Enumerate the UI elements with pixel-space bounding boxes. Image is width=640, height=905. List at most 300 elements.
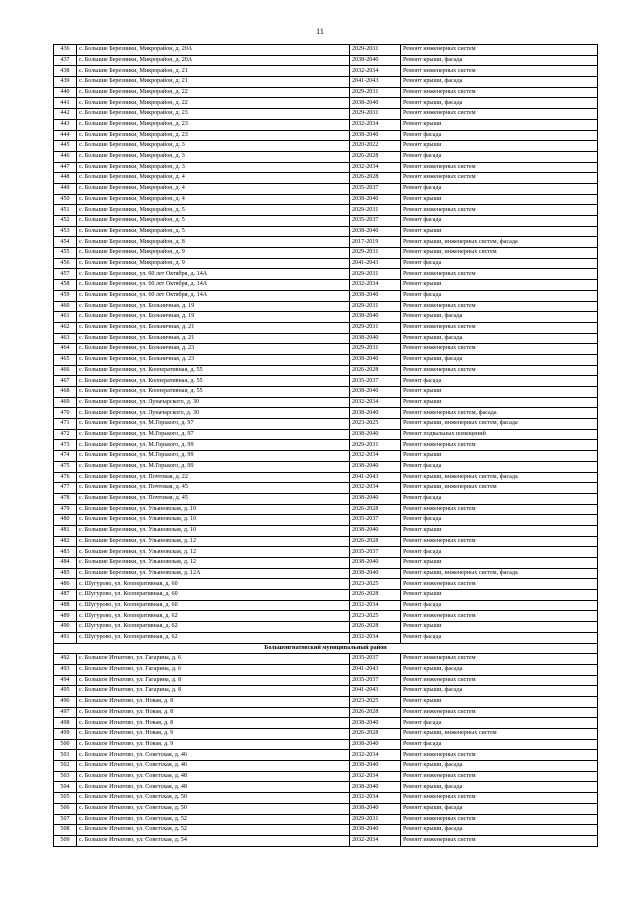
- table-row: [54, 280, 598, 291]
- address-cell: с. Большие Березники, ул. Ульяновская, д. 12: [77, 558, 350, 569]
- work-type-cell: Ремонт крыши, фасада: [401, 686, 598, 697]
- address-cell: с. Большие Березники, ул. Почтовая, д. 45: [77, 493, 350, 504]
- work-type-cell: Ремонт фасада: [401, 718, 598, 729]
- work-type-cell: Ремонт крыши, фасада: [401, 333, 598, 344]
- table-row: [54, 622, 598, 633]
- repair-schedule-table: [53, 44, 598, 847]
- row-number-cell: 470: [54, 408, 77, 419]
- table-row: [54, 835, 598, 846]
- row-number-cell: 454: [54, 237, 77, 248]
- period-cell: 2026-2028: [350, 729, 401, 740]
- row-number-cell: 490: [54, 622, 77, 633]
- table-row: [54, 461, 598, 472]
- work-type-cell: Ремонт крыши: [401, 696, 598, 707]
- row-number-cell: 463: [54, 333, 77, 344]
- work-type-cell: Ремонт фасада: [401, 130, 598, 141]
- table-row: [54, 600, 598, 611]
- address-cell: с. Большие Березники, ул. 60 лет Октября, д. 14А: [77, 269, 350, 280]
- row-number-cell: 489: [54, 611, 77, 622]
- period-cell: 2038-2040: [350, 55, 401, 66]
- row-number-cell: 482: [54, 536, 77, 547]
- period-cell: 2029-2031: [350, 440, 401, 451]
- work-type-cell: Ремонт крыши, фасада: [401, 782, 598, 793]
- work-type-cell: Ремонт фасада: [401, 515, 598, 526]
- row-number-cell: 466: [54, 365, 77, 376]
- table-row: [54, 729, 598, 740]
- row-number-cell: 509: [54, 835, 77, 846]
- address-cell: с. Шугурово, ул. Кооперативная, д. 60: [77, 579, 350, 590]
- row-number-cell: 498: [54, 718, 77, 729]
- table-row: [54, 493, 598, 504]
- table-row: [54, 87, 598, 98]
- row-number-cell: 448: [54, 173, 77, 184]
- period-cell: 2029-2031: [350, 45, 401, 56]
- address-cell: с. Большое Игнатово, ул. Советская, д. 46: [77, 761, 350, 772]
- address-cell: с. Большие Березники, Микрорайон, д. 8: [77, 237, 350, 248]
- work-type-cell: Ремонт крыши, фасада: [401, 98, 598, 109]
- period-cell: 2023-2025: [350, 611, 401, 622]
- work-type-cell: Ремонт фасада: [401, 632, 598, 643]
- address-cell: с. Большое Игнатово, ул. Новая, д. 9: [77, 729, 350, 740]
- row-number-cell: 465: [54, 354, 77, 365]
- period-cell: 2038-2040: [350, 312, 401, 323]
- period-cell: 2029-2031: [350, 301, 401, 312]
- row-number-cell: 468: [54, 387, 77, 398]
- address-cell: с. Большие Березники, Микрорайон, д. 4: [77, 183, 350, 194]
- work-type-cell: Ремонт инженерных систем: [401, 66, 598, 77]
- period-cell: 2035-2037: [350, 216, 401, 227]
- work-type-cell: Ремонт крыши, инженерных систем, фасада: [401, 568, 598, 579]
- work-type-cell: Ремонт фасада: [401, 183, 598, 194]
- period-cell: 2029-2031: [350, 248, 401, 259]
- table-row: [54, 344, 598, 355]
- period-cell: 2035-2037: [350, 515, 401, 526]
- period-cell: 2041-2043: [350, 686, 401, 697]
- work-type-cell: Ремонт крыши, фасада: [401, 354, 598, 365]
- table-row: [54, 525, 598, 536]
- address-cell: с. Большие Березники, ул. Кооперативная, д. 55: [77, 387, 350, 398]
- row-number-cell: 508: [54, 825, 77, 836]
- table-row: [54, 675, 598, 686]
- work-type-cell: Ремонт инженерных систем: [401, 269, 598, 280]
- table-row: [54, 707, 598, 718]
- row-number-cell: 478: [54, 493, 77, 504]
- period-cell: 2038-2040: [350, 761, 401, 772]
- address-cell: с. Большие Березники, ул. Луначарского, д. 30: [77, 408, 350, 419]
- table-row: [54, 98, 598, 109]
- address-cell: с. Большие Березники, Микрорайон, д. 22: [77, 98, 350, 109]
- work-type-cell: Ремонт инженерных систем, фасада: [401, 408, 598, 419]
- work-type-cell: Ремонт инженерных систем: [401, 322, 598, 333]
- address-cell: с. Большие Березники, ул. Больничная, д. 19: [77, 312, 350, 323]
- address-cell: с. Большое Игнатово, ул. Советская, д. 52: [77, 825, 350, 836]
- row-number-cell: 452: [54, 216, 77, 227]
- address-cell: с. Большие Березники, Микрорайон, д. 5: [77, 205, 350, 216]
- row-number-cell: 447: [54, 162, 77, 173]
- table-row: [54, 237, 598, 248]
- row-number-cell: 497: [54, 707, 77, 718]
- work-type-cell: Ремонт крыши: [401, 280, 598, 291]
- address-cell: с. Большое Игнатово, ул. Гагарина, д. 6: [77, 664, 350, 675]
- period-cell: 2032-2034: [350, 451, 401, 462]
- period-cell: 2029-2031: [350, 269, 401, 280]
- address-cell: с. Большие Березники, ул. Больничная, д. 21: [77, 322, 350, 333]
- work-type-cell: Ремонт крыши, фасада: [401, 664, 598, 675]
- period-cell: 2038-2040: [350, 803, 401, 814]
- row-number-cell: 438: [54, 66, 77, 77]
- address-cell: с. Большие Березники, Микрорайон, д. 20А: [77, 55, 350, 66]
- address-cell: с. Шугурово, ул. Кооперативная, д. 60: [77, 600, 350, 611]
- period-cell: 2029-2031: [350, 205, 401, 216]
- work-type-cell: Ремонт крыши: [401, 141, 598, 152]
- address-cell: с. Большие Березники, ул. Больничная, д. 19: [77, 301, 350, 312]
- address-cell: с. Большое Игнатово, ул. Советская, д. 50: [77, 803, 350, 814]
- table-row: [54, 632, 598, 643]
- table-row: [54, 664, 598, 675]
- work-type-cell: Ремонт инженерных систем: [401, 611, 598, 622]
- work-type-cell: Ремонт инженерных систем: [401, 750, 598, 761]
- row-number-cell: 480: [54, 515, 77, 526]
- row-number-cell: 461: [54, 312, 77, 323]
- period-cell: 2020-2022: [350, 141, 401, 152]
- work-type-cell: Ремонт инженерных систем: [401, 814, 598, 825]
- table-body: [54, 45, 598, 847]
- table-row: [54, 194, 598, 205]
- row-number-cell: 453: [54, 226, 77, 237]
- table-row: [54, 226, 598, 237]
- table-row: [54, 803, 598, 814]
- address-cell: с. Большое Игнатово, ул. Советская, д. 48: [77, 782, 350, 793]
- period-cell: 2038-2040: [350, 461, 401, 472]
- table-row: [54, 77, 598, 88]
- page-number: 11: [316, 27, 324, 36]
- period-cell: 2038-2040: [350, 333, 401, 344]
- period-cell: 2032-2034: [350, 483, 401, 494]
- period-cell: 2032-2034: [350, 600, 401, 611]
- row-number-cell: 464: [54, 344, 77, 355]
- row-number-cell: 469: [54, 397, 77, 408]
- row-number-cell: 507: [54, 814, 77, 825]
- table-row: [54, 183, 598, 194]
- table-row: [54, 151, 598, 162]
- period-cell: 2023-2025: [350, 696, 401, 707]
- period-cell: 2035-2037: [350, 183, 401, 194]
- work-type-cell: Ремонт инженерных систем: [401, 654, 598, 665]
- row-number-cell: 506: [54, 803, 77, 814]
- address-cell: с. Большие Березники, ул. Ульяновская, д. 12: [77, 536, 350, 547]
- period-cell: 2029-2031: [350, 344, 401, 355]
- work-type-cell: Ремонт инженерных систем: [401, 162, 598, 173]
- row-number-cell: 493: [54, 664, 77, 675]
- row-number-cell: 487: [54, 590, 77, 601]
- period-cell: 2032-2034: [350, 397, 401, 408]
- address-cell: с. Большие Березники, ул. М.Горького, д. 99: [77, 451, 350, 462]
- table-row: [54, 654, 598, 665]
- row-number-cell: 472: [54, 429, 77, 440]
- address-cell: с. Большие Березники, Микрорайон, д. 9: [77, 248, 350, 259]
- work-type-cell: Ремонт фасада: [401, 258, 598, 269]
- work-type-cell: Ремонт крыши: [401, 525, 598, 536]
- period-cell: 2035-2037: [350, 547, 401, 558]
- table-row: [54, 429, 598, 440]
- period-cell: 2038-2040: [350, 525, 401, 536]
- table-row: [54, 216, 598, 227]
- period-cell: 2026-2028: [350, 622, 401, 633]
- address-cell: с. Большие Березники, ул. М.Горького, д. 99: [77, 461, 350, 472]
- row-number-cell: 462: [54, 322, 77, 333]
- table-row: [54, 130, 598, 141]
- work-type-cell: Ремонт крыши, фасада: [401, 77, 598, 88]
- row-number-cell: 479: [54, 504, 77, 515]
- period-cell: 2029-2031: [350, 322, 401, 333]
- table-row: [54, 696, 598, 707]
- table-row: [54, 333, 598, 344]
- table-row: [54, 258, 598, 269]
- period-cell: 2032-2034: [350, 750, 401, 761]
- period-cell: 2029-2031: [350, 87, 401, 98]
- address-cell: с. Большие Березники, Микрорайон, д. 23: [77, 119, 350, 130]
- period-cell: 2032-2034: [350, 66, 401, 77]
- table-row: [54, 408, 598, 419]
- table-row: [54, 483, 598, 494]
- address-cell: с. Большие Березники, Микрорайон, д. 20А: [77, 45, 350, 56]
- address-cell: с. Большое Игнатово, ул. Советская, д. 46: [77, 750, 350, 761]
- address-cell: с. Большое Игнатово, ул. Советская, д. 54: [77, 835, 350, 846]
- row-number-cell: 460: [54, 301, 77, 312]
- table-row: [54, 814, 598, 825]
- work-type-cell: Ремонт инженерных систем: [401, 793, 598, 804]
- work-type-cell: Ремонт инженерных систем: [401, 45, 598, 56]
- row-number-cell: 486: [54, 579, 77, 590]
- table-row: [54, 205, 598, 216]
- address-cell: с. Большие Березники, Микрорайон, д. 21: [77, 66, 350, 77]
- row-number-cell: 475: [54, 461, 77, 472]
- work-type-cell: Ремонт инженерных систем: [401, 835, 598, 846]
- row-number-cell: 443: [54, 119, 77, 130]
- work-type-cell: Ремонт фасада: [401, 290, 598, 301]
- period-cell: 2038-2040: [350, 825, 401, 836]
- row-number-cell: 484: [54, 558, 77, 569]
- period-cell: 2026-2028: [350, 590, 401, 601]
- work-type-cell: Ремонт фасада: [401, 547, 598, 558]
- period-cell: 2038-2040: [350, 354, 401, 365]
- address-cell: с. Большие Березники, ул. Ульяновская, д. 10: [77, 504, 350, 515]
- table-row: [54, 290, 598, 301]
- work-type-cell: Ремонт крыши, инженерных систем: [401, 483, 598, 494]
- table-row: [54, 365, 598, 376]
- table-row: [54, 590, 598, 601]
- table-row: [54, 322, 598, 333]
- work-type-cell: Ремонт инженерных систем: [401, 205, 598, 216]
- period-cell: 2032-2034: [350, 280, 401, 291]
- work-type-cell: Ремонт инженерных систем: [401, 579, 598, 590]
- work-type-cell: Ремонт фасада: [401, 376, 598, 387]
- row-number-cell: 473: [54, 440, 77, 451]
- row-number-cell: 458: [54, 280, 77, 291]
- table-row: [54, 761, 598, 772]
- work-type-cell: Ремонт фасада: [401, 461, 598, 472]
- work-type-cell: Ремонт инженерных систем: [401, 707, 598, 718]
- period-cell: 2032-2034: [350, 771, 401, 782]
- work-type-cell: Ремонт крыши: [401, 397, 598, 408]
- row-number-cell: 492: [54, 654, 77, 665]
- period-cell: 2029-2031: [350, 814, 401, 825]
- table-row: [54, 440, 598, 451]
- table-row: [54, 472, 598, 483]
- table-row: [54, 419, 598, 430]
- period-cell: 2038-2040: [350, 98, 401, 109]
- work-type-cell: Ремонт крыши, инженерных систем, фасада: [401, 237, 598, 248]
- work-type-cell: Ремонт крыши, фасада: [401, 803, 598, 814]
- address-cell: с. Большие Березники, ул. Ульяновская, д. 10: [77, 515, 350, 526]
- work-type-cell: Ремонт инженерных систем: [401, 109, 598, 120]
- table-row: [54, 568, 598, 579]
- period-cell: 2038-2040: [350, 739, 401, 750]
- table-row: [54, 451, 598, 462]
- address-cell: с. Большие Березники, ул. Кооперативная, д. 55: [77, 376, 350, 387]
- table-row: [54, 55, 598, 66]
- row-number-cell: 491: [54, 632, 77, 643]
- work-type-cell: Ремонт крыши: [401, 451, 598, 462]
- table-row: [54, 515, 598, 526]
- period-cell: 2038-2040: [350, 130, 401, 141]
- period-cell: 2038-2040: [350, 558, 401, 569]
- period-cell: 2032-2034: [350, 632, 401, 643]
- table-row: [54, 354, 598, 365]
- period-cell: 2038-2040: [350, 782, 401, 793]
- period-cell: 2026-2028: [350, 536, 401, 547]
- address-cell: с. Большое Игнатово, ул. Советская, д. 52: [77, 814, 350, 825]
- address-cell: с. Большие Березники, Микрорайон, д. 3: [77, 151, 350, 162]
- row-number-cell: 441: [54, 98, 77, 109]
- period-cell: 2038-2040: [350, 290, 401, 301]
- row-number-cell: 483: [54, 547, 77, 558]
- address-cell: с. Большие Березники, Микрорайон, д. 22: [77, 87, 350, 98]
- table-row: [54, 248, 598, 259]
- work-type-cell: Ремонт инженерных систем: [401, 344, 598, 355]
- address-cell: с. Большие Березники, Микрорайон, д. 3: [77, 162, 350, 173]
- period-cell: 2026-2028: [350, 173, 401, 184]
- row-number-cell: 504: [54, 782, 77, 793]
- address-cell: с. Большие Березники, ул. Ульяновская, д. 12А: [77, 568, 350, 579]
- table-row: [54, 558, 598, 569]
- period-cell: 2026-2028: [350, 365, 401, 376]
- work-type-cell: Ремонт крыши, фасада: [401, 312, 598, 323]
- row-number-cell: 503: [54, 771, 77, 782]
- table-row: [54, 376, 598, 387]
- address-cell: с. Большое Игнатово, ул. Гагарина, д. 8: [77, 675, 350, 686]
- table-row: [54, 782, 598, 793]
- work-type-cell: Ремонт крыши: [401, 119, 598, 130]
- table-row: [54, 504, 598, 515]
- period-cell: 2032-2034: [350, 835, 401, 846]
- work-type-cell: Ремонт инженерных систем: [401, 365, 598, 376]
- row-number-cell: 481: [54, 525, 77, 536]
- work-type-cell: Ремонт крыши, фасада: [401, 55, 598, 66]
- address-cell: с. Шугурово, ул. Кооперативная, д. 62: [77, 611, 350, 622]
- work-type-cell: Ремонт инженерных систем: [401, 675, 598, 686]
- period-cell: 2029-2031: [350, 109, 401, 120]
- row-number-cell: 474: [54, 451, 77, 462]
- table-row: [54, 718, 598, 729]
- table-row: [54, 119, 598, 130]
- table-row: [54, 536, 598, 547]
- period-cell: 2032-2034: [350, 119, 401, 130]
- period-cell: 2041-2043: [350, 664, 401, 675]
- address-cell: с. Большие Березники, ул. Больничная, д. 21: [77, 333, 350, 344]
- row-number-cell: 485: [54, 568, 77, 579]
- address-cell: с. Шугурово, ул. Кооперативная, д. 62: [77, 632, 350, 643]
- work-type-cell: Ремонт крыши: [401, 387, 598, 398]
- table-row: [54, 547, 598, 558]
- work-type-cell: Ремонт крыши: [401, 558, 598, 569]
- table-row: [54, 771, 598, 782]
- period-cell: 2038-2040: [350, 408, 401, 419]
- work-type-cell: Ремонт инженерных систем: [401, 87, 598, 98]
- address-cell: с. Большие Березники, ул. Больничная, д. 23: [77, 344, 350, 355]
- address-cell: с. Большое Игнатово, ул. Новая, д. 9: [77, 739, 350, 750]
- row-number-cell: 457: [54, 269, 77, 280]
- period-cell: 2038-2040: [350, 226, 401, 237]
- address-cell: с. Большие Березники, ул. Луначарского, д. 30: [77, 397, 350, 408]
- table-row: [54, 825, 598, 836]
- address-cell: с. Большое Игнатово, ул. Новая, д. 8: [77, 707, 350, 718]
- row-number-cell: 450: [54, 194, 77, 205]
- address-cell: с. Большие Березники, Микрорайон, д. 23: [77, 130, 350, 141]
- work-type-cell: Ремонт инженерных систем: [401, 440, 598, 451]
- row-number-cell: 495: [54, 686, 77, 697]
- work-type-cell: Ремонт крыши, фасада: [401, 761, 598, 772]
- row-number-cell: 442: [54, 109, 77, 120]
- address-cell: с. Большие Березники, ул. 60 лет Октября, д. 14А: [77, 290, 350, 301]
- address-cell: с. Большие Березники, Микрорайон, д. 21: [77, 77, 350, 88]
- period-cell: 2038-2040: [350, 568, 401, 579]
- table-row: [54, 312, 598, 323]
- period-cell: 2041-2043: [350, 472, 401, 483]
- period-cell: 2023-2025: [350, 419, 401, 430]
- row-number-cell: 451: [54, 205, 77, 216]
- period-cell: 2038-2040: [350, 194, 401, 205]
- work-type-cell: Ремонт инженерных систем: [401, 504, 598, 515]
- row-number-cell: 477: [54, 483, 77, 494]
- table-row: [54, 301, 598, 312]
- row-number-cell: 440: [54, 87, 77, 98]
- address-cell: с. Шугурово, ул. Кооперативная, д. 62: [77, 622, 350, 633]
- address-cell: с. Большие Березники, ул. Ульяновская, д. 10: [77, 525, 350, 536]
- section-title: Большеигнатовский муниципальный район: [54, 643, 598, 654]
- address-cell: с. Большое Игнатово, ул. Новая, д. 8: [77, 718, 350, 729]
- address-cell: с. Большие Березники, Микрорайон, д. 5: [77, 216, 350, 227]
- work-type-cell: Ремонт инженерных систем: [401, 536, 598, 547]
- work-type-cell: Ремонт фасада: [401, 739, 598, 750]
- table-row: [54, 141, 598, 152]
- address-cell: с. Большое Игнатово, ул. Гагарина, д. 6: [77, 654, 350, 665]
- row-number-cell: 449: [54, 183, 77, 194]
- table-row: [54, 109, 598, 120]
- row-number-cell: 455: [54, 248, 77, 259]
- table-row: [54, 173, 598, 184]
- table-row: [54, 750, 598, 761]
- row-number-cell: 488: [54, 600, 77, 611]
- work-type-cell: Ремонт фасада: [401, 493, 598, 504]
- period-cell: 2026-2028: [350, 707, 401, 718]
- row-number-cell: 499: [54, 729, 77, 740]
- period-cell: 2032-2034: [350, 793, 401, 804]
- work-type-cell: Ремонт фасада: [401, 216, 598, 227]
- period-cell: 2035-2037: [350, 376, 401, 387]
- address-cell: с. Большие Березники, Микрорайон, д. 4: [77, 194, 350, 205]
- period-cell: 2038-2040: [350, 493, 401, 504]
